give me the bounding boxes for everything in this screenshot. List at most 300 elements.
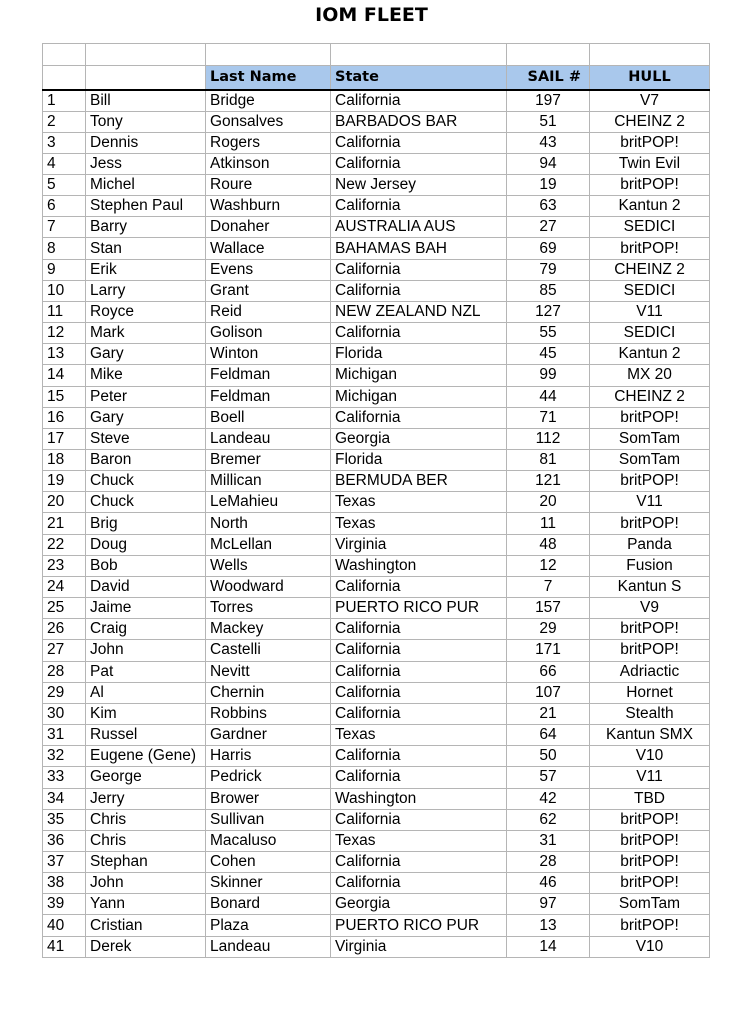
cell-hull: MX 20 — [590, 365, 710, 386]
cell-sail-number: 157 — [507, 598, 590, 619]
cell-hull: SomTam — [590, 428, 710, 449]
cell-first-name: Jerry — [86, 788, 206, 809]
cell-state: NEW ZEALAND NZL — [331, 301, 507, 322]
cell-first-name: Jess — [86, 153, 206, 174]
cell-first-name: Jaime — [86, 598, 206, 619]
cell-state: BAHAMAS BAH — [331, 238, 507, 259]
cell-first-name: Mike — [86, 365, 206, 386]
cell-last-name: Washburn — [206, 196, 331, 217]
cell-first-name: Brig — [86, 513, 206, 534]
blank-cell — [331, 44, 507, 66]
cell-num: 20 — [43, 492, 86, 513]
cell-last-name: Plaza — [206, 915, 331, 936]
header-state: State — [331, 66, 507, 90]
cell-hull: Stealth — [590, 703, 710, 724]
cell-state: California — [331, 851, 507, 872]
cell-state: California — [331, 767, 507, 788]
cell-sail-number: 43 — [507, 132, 590, 153]
cell-last-name: Harris — [206, 746, 331, 767]
cell-last-name: Millican — [206, 471, 331, 492]
cell-hull: britPOP! — [590, 830, 710, 851]
cell-first-name: Royce — [86, 301, 206, 322]
cell-last-name: Bonard — [206, 894, 331, 915]
cell-num: 29 — [43, 682, 86, 703]
table-row — [43, 555, 710, 576]
table-row — [43, 111, 710, 132]
cell-state: California — [331, 746, 507, 767]
table-row — [43, 576, 710, 597]
cell-num: 24 — [43, 576, 86, 597]
table-row — [43, 407, 710, 428]
cell-last-name: Landeau — [206, 428, 331, 449]
cell-sail-number: 112 — [507, 428, 590, 449]
cell-first-name: Chuck — [86, 492, 206, 513]
cell-num: 33 — [43, 767, 86, 788]
header-first — [86, 66, 206, 90]
cell-sail-number: 20 — [507, 492, 590, 513]
cell-sail-number: 46 — [507, 873, 590, 894]
cell-last-name: Pedrick — [206, 767, 331, 788]
cell-first-name: Mark — [86, 323, 206, 344]
cell-sail-number: 21 — [507, 703, 590, 724]
cell-state: California — [331, 196, 507, 217]
cell-hull: Kantun SMX — [590, 725, 710, 746]
cell-num: 7 — [43, 217, 86, 238]
cell-num: 30 — [43, 703, 86, 724]
cell-first-name: Peter — [86, 386, 206, 407]
cell-last-name: Gardner — [206, 725, 331, 746]
table-row — [43, 386, 710, 407]
cell-state: AUSTRALIA AUS — [331, 217, 507, 238]
cell-state: California — [331, 576, 507, 597]
cell-state: Virginia — [331, 936, 507, 957]
table-row — [43, 640, 710, 661]
cell-first-name: Stephen Paul — [86, 196, 206, 217]
table-row — [43, 915, 710, 936]
cell-num: 10 — [43, 280, 86, 301]
cell-first-name: Eugene (Gene) — [86, 746, 206, 767]
cell-hull: SEDICI — [590, 323, 710, 344]
cell-first-name: Baron — [86, 450, 206, 471]
header-sail: SAIL # — [507, 66, 590, 90]
cell-num: 37 — [43, 851, 86, 872]
cell-sail-number: 27 — [507, 217, 590, 238]
cell-hull: SomTam — [590, 450, 710, 471]
cell-sail-number: 7 — [507, 576, 590, 597]
cell-num: 19 — [43, 471, 86, 492]
cell-state: California — [331, 153, 507, 174]
cell-hull: CHEINZ 2 — [590, 259, 710, 280]
cell-last-name: Sullivan — [206, 809, 331, 830]
table-row — [43, 301, 710, 322]
cell-first-name: Gary — [86, 344, 206, 365]
cell-sail-number: 55 — [507, 323, 590, 344]
cell-sail-number: 64 — [507, 725, 590, 746]
cell-last-name: Rogers — [206, 132, 331, 153]
cell-sail-number: 127 — [507, 301, 590, 322]
cell-hull: V11 — [590, 767, 710, 788]
cell-hull: britPOP! — [590, 640, 710, 661]
cell-hull: britPOP! — [590, 132, 710, 153]
cell-first-name: Michel — [86, 174, 206, 195]
table-row — [43, 682, 710, 703]
cell-first-name: Steve — [86, 428, 206, 449]
table-row — [43, 174, 710, 195]
cell-sail-number: 97 — [507, 894, 590, 915]
cell-sail-number: 45 — [507, 344, 590, 365]
cell-first-name: Doug — [86, 534, 206, 555]
header-num — [43, 66, 86, 90]
table-row — [43, 873, 710, 894]
cell-num: 41 — [43, 936, 86, 957]
cell-first-name: George — [86, 767, 206, 788]
table-row — [43, 428, 710, 449]
cell-sail-number: 57 — [507, 767, 590, 788]
table-row — [43, 788, 710, 809]
header-hull: HULL — [590, 66, 710, 90]
cell-num: 36 — [43, 830, 86, 851]
cell-first-name: Chris — [86, 809, 206, 830]
cell-num: 12 — [43, 323, 86, 344]
cell-num: 39 — [43, 894, 86, 915]
cell-hull: V7 — [590, 90, 710, 112]
cell-first-name: John — [86, 873, 206, 894]
cell-sail-number: 44 — [507, 386, 590, 407]
cell-first-name: Yann — [86, 894, 206, 915]
cell-hull: SEDICI — [590, 217, 710, 238]
cell-hull: SomTam — [590, 894, 710, 915]
cell-sail-number: 107 — [507, 682, 590, 703]
cell-hull: SEDICI — [590, 280, 710, 301]
cell-first-name: David — [86, 576, 206, 597]
cell-sail-number: 11 — [507, 513, 590, 534]
table-row — [43, 196, 710, 217]
cell-num: 22 — [43, 534, 86, 555]
cell-num: 25 — [43, 598, 86, 619]
cell-last-name: Chernin — [206, 682, 331, 703]
cell-last-name: Macaluso — [206, 830, 331, 851]
cell-hull: britPOP! — [590, 407, 710, 428]
cell-sail-number: 63 — [507, 196, 590, 217]
cell-first-name: Gary — [86, 407, 206, 428]
cell-num: 13 — [43, 344, 86, 365]
cell-sail-number: 197 — [507, 90, 590, 112]
cell-num: 28 — [43, 661, 86, 682]
cell-last-name: Donaher — [206, 217, 331, 238]
cell-state: California — [331, 132, 507, 153]
table-row — [43, 513, 710, 534]
cell-hull: Kantun 2 — [590, 344, 710, 365]
cell-hull: V10 — [590, 746, 710, 767]
cell-num: 16 — [43, 407, 86, 428]
table-row — [43, 153, 710, 174]
cell-state: BERMUDA BER — [331, 471, 507, 492]
cell-last-name: Gonsalves — [206, 111, 331, 132]
cell-sail-number: 28 — [507, 851, 590, 872]
fleet-table-body — [43, 44, 710, 958]
cell-state: California — [331, 323, 507, 344]
cell-first-name: Larry — [86, 280, 206, 301]
cell-state: Georgia — [331, 894, 507, 915]
table-row — [43, 534, 710, 555]
table-row — [43, 365, 710, 386]
cell-state: Georgia — [331, 428, 507, 449]
cell-state: New Jersey — [331, 174, 507, 195]
cell-state: Michigan — [331, 386, 507, 407]
cell-last-name: Feldman — [206, 365, 331, 386]
cell-last-name: Bremer — [206, 450, 331, 471]
cell-last-name: Atkinson — [206, 153, 331, 174]
blank-cell — [86, 44, 206, 66]
table-row — [43, 90, 710, 112]
table-row — [43, 344, 710, 365]
cell-sail-number: 50 — [507, 746, 590, 767]
cell-last-name: Boell — [206, 407, 331, 428]
cell-sail-number: 19 — [507, 174, 590, 195]
cell-sail-number: 69 — [507, 238, 590, 259]
cell-hull: britPOP! — [590, 873, 710, 894]
table-row — [43, 703, 710, 724]
cell-num: 34 — [43, 788, 86, 809]
cell-sail-number: 121 — [507, 471, 590, 492]
cell-last-name: Bridge — [206, 90, 331, 112]
cell-last-name: Grant — [206, 280, 331, 301]
table-row — [43, 851, 710, 872]
cell-state: California — [331, 619, 507, 640]
cell-state: Texas — [331, 725, 507, 746]
cell-last-name: Cohen — [206, 851, 331, 872]
table-row — [43, 661, 710, 682]
cell-state: PUERTO RICO PUR — [331, 915, 507, 936]
blank-cell — [507, 44, 590, 66]
cell-num: 9 — [43, 259, 86, 280]
cell-num: 31 — [43, 725, 86, 746]
table-row — [43, 323, 710, 344]
header-last-name: Last Name — [206, 66, 331, 90]
table-row — [43, 767, 710, 788]
cell-num: 4 — [43, 153, 86, 174]
cell-first-name: Chuck — [86, 471, 206, 492]
cell-hull: V9 — [590, 598, 710, 619]
cell-first-name: John — [86, 640, 206, 661]
cell-sail-number: 48 — [507, 534, 590, 555]
page-title: IOM FLEET — [315, 4, 428, 26]
cell-hull: CHEINZ 2 — [590, 386, 710, 407]
cell-sail-number: 13 — [507, 915, 590, 936]
cell-sail-number: 12 — [507, 555, 590, 576]
cell-sail-number: 85 — [507, 280, 590, 301]
cell-last-name: Skinner — [206, 873, 331, 894]
table-row — [43, 217, 710, 238]
cell-first-name: Kim — [86, 703, 206, 724]
cell-num: 18 — [43, 450, 86, 471]
cell-hull: V11 — [590, 301, 710, 322]
cell-hull: britPOP! — [590, 174, 710, 195]
cell-state: Virginia — [331, 534, 507, 555]
cell-num: 8 — [43, 238, 86, 259]
cell-num: 15 — [43, 386, 86, 407]
cell-sail-number: 171 — [507, 640, 590, 661]
cell-hull: V10 — [590, 936, 710, 957]
cell-first-name: Craig — [86, 619, 206, 640]
cell-sail-number: 14 — [507, 936, 590, 957]
table-row — [43, 450, 710, 471]
cell-sail-number: 81 — [507, 450, 590, 471]
cell-first-name: Cristian — [86, 915, 206, 936]
cell-hull: britPOP! — [590, 915, 710, 936]
table-row — [43, 894, 710, 915]
table-row — [43, 238, 710, 259]
cell-first-name: Erik — [86, 259, 206, 280]
cell-state: BARBADOS BAR — [331, 111, 507, 132]
cell-state: California — [331, 682, 507, 703]
cell-num: 1 — [43, 90, 86, 112]
table-row — [43, 746, 710, 767]
cell-last-name: LeMahieu — [206, 492, 331, 513]
table-row — [43, 725, 710, 746]
cell-state: Michigan — [331, 365, 507, 386]
cell-last-name: Evens — [206, 259, 331, 280]
cell-state: Texas — [331, 513, 507, 534]
header-row — [43, 66, 710, 90]
cell-num: 32 — [43, 746, 86, 767]
cell-state: Washington — [331, 788, 507, 809]
cell-hull: britPOP! — [590, 471, 710, 492]
cell-last-name: Woodward — [206, 576, 331, 597]
cell-num: 6 — [43, 196, 86, 217]
cell-sail-number: 71 — [507, 407, 590, 428]
cell-hull: Hornet — [590, 682, 710, 703]
cell-first-name: Tony — [86, 111, 206, 132]
cell-first-name: Bob — [86, 555, 206, 576]
cell-sail-number: 29 — [507, 619, 590, 640]
cell-first-name: Barry — [86, 217, 206, 238]
cell-state: California — [331, 661, 507, 682]
cell-sail-number: 51 — [507, 111, 590, 132]
cell-last-name: Robbins — [206, 703, 331, 724]
cell-num: 11 — [43, 301, 86, 322]
cell-last-name: Castelli — [206, 640, 331, 661]
cell-first-name: Chris — [86, 830, 206, 851]
cell-hull: Adriactic — [590, 661, 710, 682]
table-row — [43, 936, 710, 957]
cell-last-name: Feldman — [206, 386, 331, 407]
cell-num: 3 — [43, 132, 86, 153]
cell-state: California — [331, 407, 507, 428]
cell-sail-number: 42 — [507, 788, 590, 809]
cell-num: 2 — [43, 111, 86, 132]
cell-last-name: Brower — [206, 788, 331, 809]
cell-first-name: Dennis — [86, 132, 206, 153]
cell-num: 23 — [43, 555, 86, 576]
cell-hull: Kantun 2 — [590, 196, 710, 217]
cell-num: 38 — [43, 873, 86, 894]
table-row — [43, 471, 710, 492]
cell-state: Florida — [331, 450, 507, 471]
cell-first-name: Derek — [86, 936, 206, 957]
cell-state: PUERTO RICO PUR — [331, 598, 507, 619]
cell-last-name: North — [206, 513, 331, 534]
cell-first-name: Stephan — [86, 851, 206, 872]
table-row — [43, 598, 710, 619]
cell-hull: britPOP! — [590, 513, 710, 534]
table-row — [43, 619, 710, 640]
cell-num: 35 — [43, 809, 86, 830]
table-row — [43, 830, 710, 851]
cell-num: 14 — [43, 365, 86, 386]
cell-hull: Panda — [590, 534, 710, 555]
cell-hull: britPOP! — [590, 851, 710, 872]
cell-last-name: Reid — [206, 301, 331, 322]
table-row — [43, 280, 710, 301]
cell-sail-number: 31 — [507, 830, 590, 851]
cell-hull: Kantun S — [590, 576, 710, 597]
cell-last-name: Winton — [206, 344, 331, 365]
cell-first-name: Stan — [86, 238, 206, 259]
cell-hull: V11 — [590, 492, 710, 513]
blank-cell — [206, 44, 331, 66]
blank-cell — [43, 44, 86, 66]
cell-state: Florida — [331, 344, 507, 365]
table-row — [43, 492, 710, 513]
cell-last-name: Golison — [206, 323, 331, 344]
blank-row — [43, 44, 710, 66]
table-row — [43, 809, 710, 830]
cell-first-name: Pat — [86, 661, 206, 682]
cell-sail-number: 62 — [507, 809, 590, 830]
table-row — [43, 132, 710, 153]
cell-state: California — [331, 259, 507, 280]
cell-hull: TBD — [590, 788, 710, 809]
cell-first-name: Al — [86, 682, 206, 703]
cell-state: Washington — [331, 555, 507, 576]
table-row — [43, 259, 710, 280]
blank-cell — [590, 44, 710, 66]
cell-state: California — [331, 90, 507, 112]
cell-num: 21 — [43, 513, 86, 534]
cell-num: 5 — [43, 174, 86, 195]
cell-last-name: McLellan — [206, 534, 331, 555]
cell-state: Texas — [331, 492, 507, 513]
cell-num: 40 — [43, 915, 86, 936]
cell-first-name: Bill — [86, 90, 206, 112]
fleet-table — [42, 43, 710, 958]
cell-num: 27 — [43, 640, 86, 661]
cell-last-name: Nevitt — [206, 661, 331, 682]
cell-sail-number: 66 — [507, 661, 590, 682]
cell-last-name: Landeau — [206, 936, 331, 957]
cell-sail-number: 79 — [507, 259, 590, 280]
cell-state: California — [331, 280, 507, 301]
cell-hull: Twin Evil — [590, 153, 710, 174]
cell-state: California — [331, 703, 507, 724]
cell-state: California — [331, 873, 507, 894]
cell-last-name: Wallace — [206, 238, 331, 259]
cell-hull: CHEINZ 2 — [590, 111, 710, 132]
cell-state: Texas — [331, 830, 507, 851]
cell-last-name: Wells — [206, 555, 331, 576]
cell-hull: britPOP! — [590, 238, 710, 259]
cell-last-name: Roure — [206, 174, 331, 195]
cell-last-name: Mackey — [206, 619, 331, 640]
cell-sail-number: 94 — [507, 153, 590, 174]
cell-last-name: Torres — [206, 598, 331, 619]
cell-first-name: Russel — [86, 725, 206, 746]
cell-state: California — [331, 640, 507, 661]
cell-state: California — [331, 809, 507, 830]
cell-hull: britPOP! — [590, 619, 710, 640]
cell-num: 26 — [43, 619, 86, 640]
